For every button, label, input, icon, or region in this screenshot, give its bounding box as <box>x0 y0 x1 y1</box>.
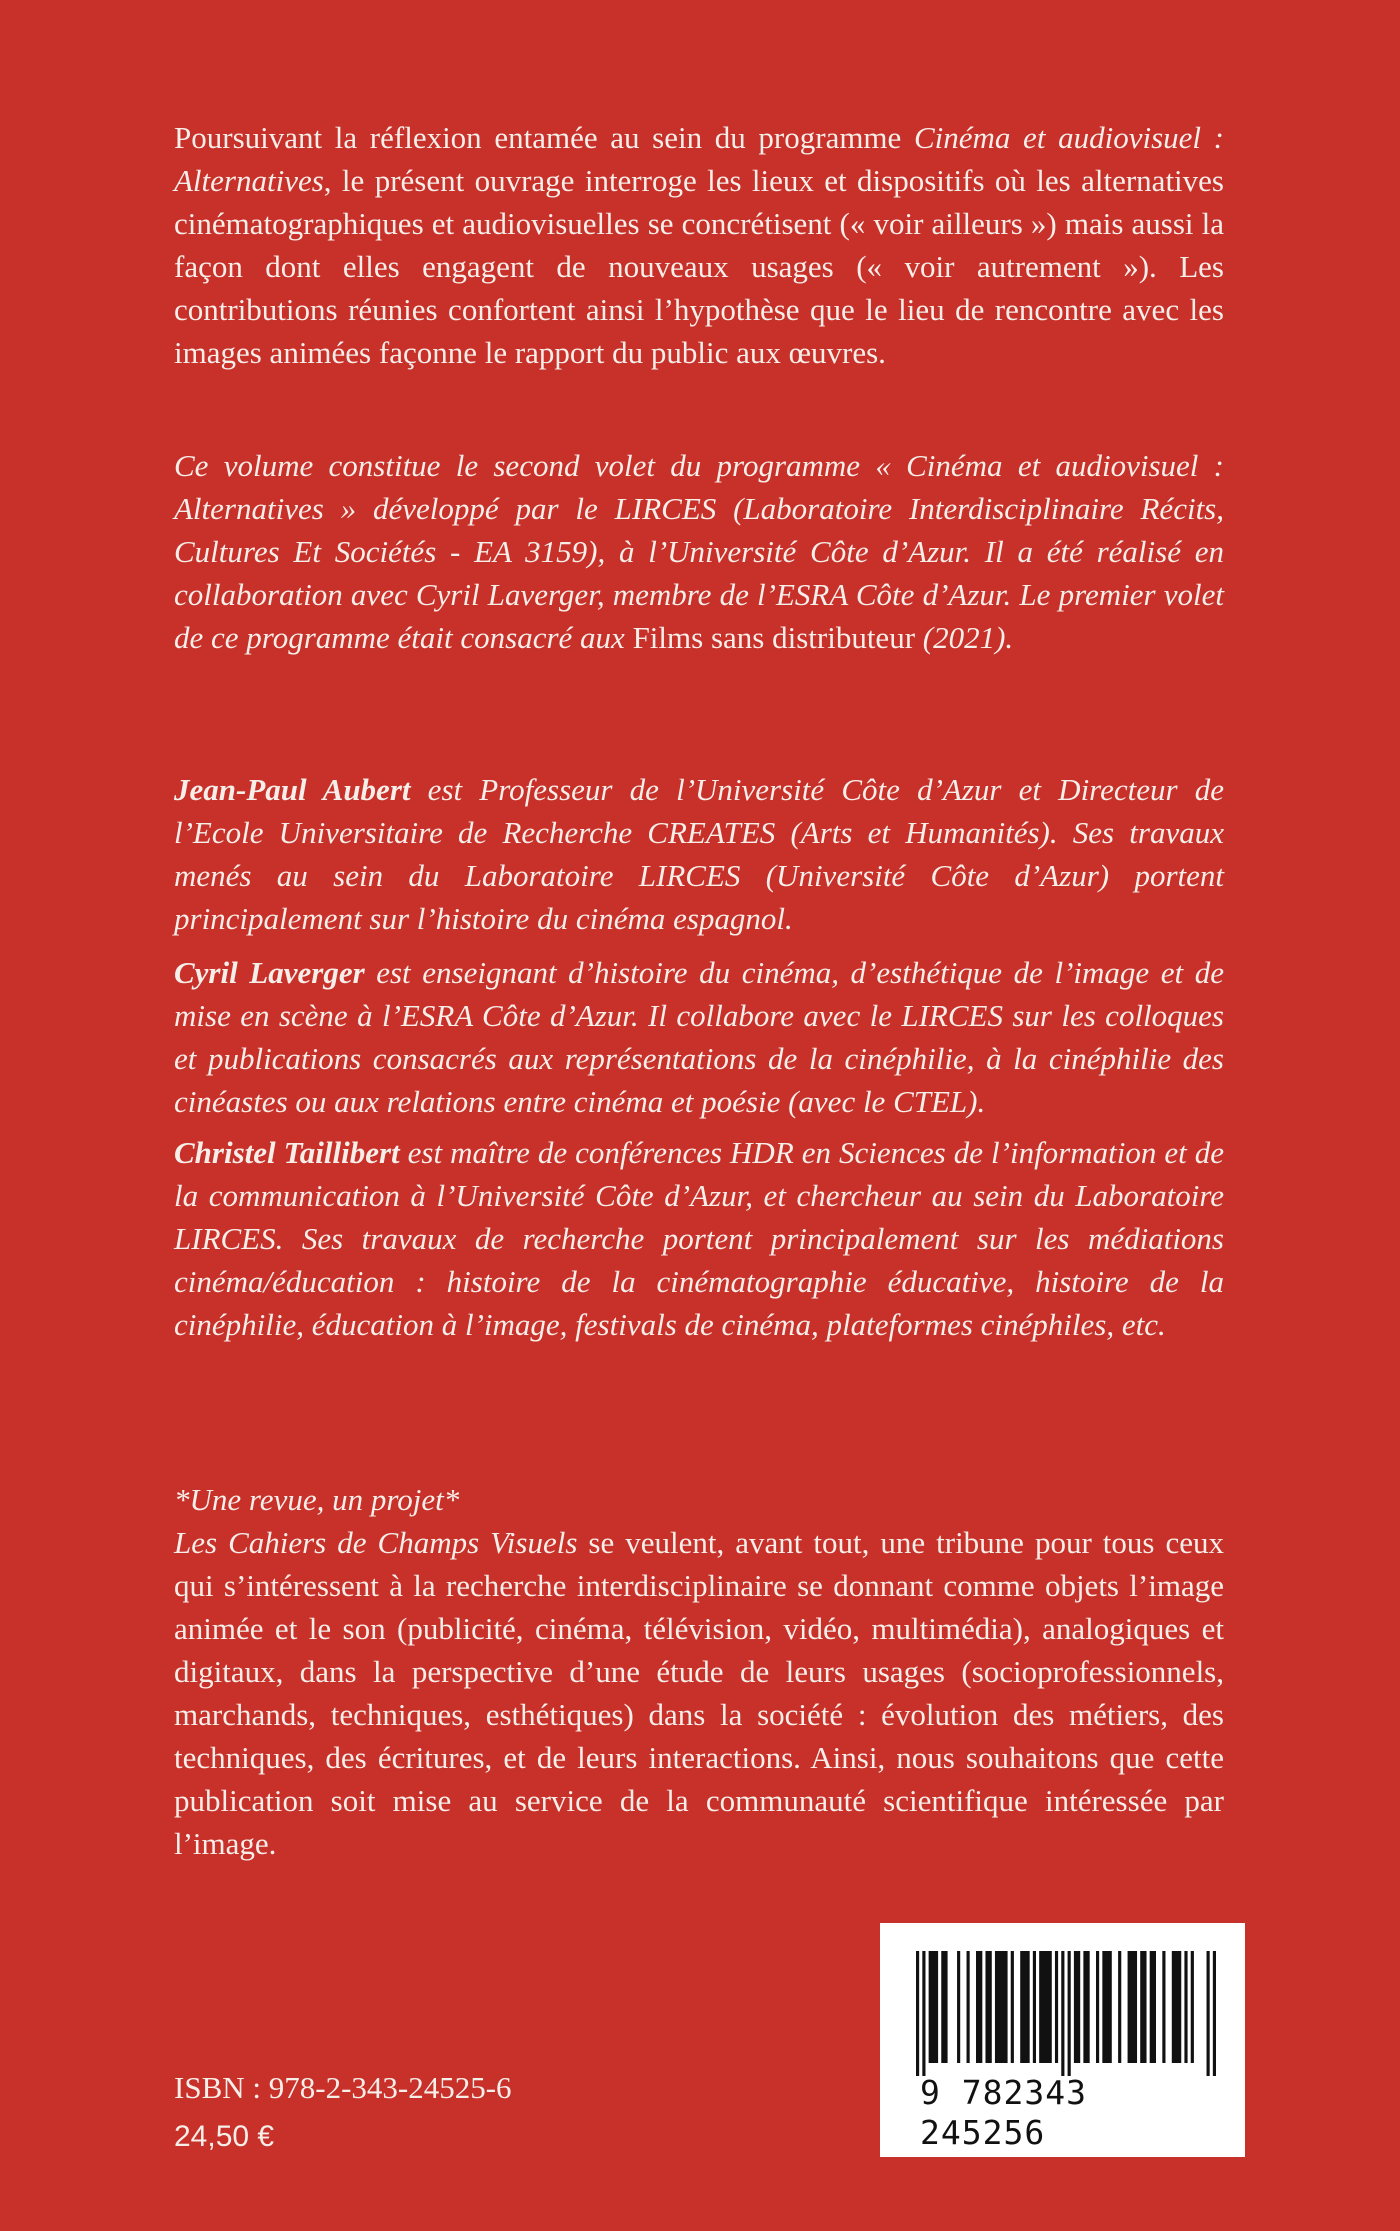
author-name: Cyril Laverger <box>174 955 365 990</box>
barcode-bar <box>1011 1951 1014 2063</box>
programme-title: Cinéma et audiovisuel : Alternatives <box>174 120 1224 198</box>
barcode-bar <box>1118 1951 1121 2063</box>
barcode-bar <box>1033 1951 1036 2063</box>
author-bio-text: est enseignant d’histoire du cinéma, d’esthétique de l’image et de mise en scène à l’ESRA Côte d’Azur. Il collabore avec le LIRCES sur les colloques et publications consacrés aux représentations de la cinéphilie, à la cinéphilie des cinéastes ou aux relations entre cinéma et poésie (avec le CTEL). <box>174 955 1224 1119</box>
barcode-bar <box>1150 1951 1156 2063</box>
revue-text: se veulent, avant tout, une tribune pour tous ceux qui s’intéressent à la recherche interdisciplinaire se donnant comme objets l’image animée et le son (publicité, cinéma, télévision, vidéo, multimédia), analogiques et digitaux, dans la perspective d’une étude de leurs usages (socioprofessionnels, marchands, techniques, esthétiques) dans la société : évolution des métiers, des techniques, des écritures, et de leurs interactions. Ainsi, nous souhaitons que cette publication soit mise au service de la communauté scientifique intéressée par l’image. <box>174 1525 1224 1861</box>
barcode-bar <box>995 1951 1008 2063</box>
author-bio-text: est Professeur de l’Université Côte d’Azur et Directeur de l’Ecole Universitaire de Recherche CREATES (Arts et Humanités). Ses travaux menés au sein du Laboratoire LIRCES (Université Côte d’Azur) portent principalement sur l’histoire du cinéma espagnol. <box>174 772 1224 936</box>
barcode-bar <box>1213 1951 1216 2076</box>
barcode-bar <box>1162 1951 1165 2063</box>
barcode-bar <box>985 1951 991 2063</box>
barcode-bar <box>1083 1951 1089 2063</box>
revue-paragraph <box>174 1521 1224 1865</box>
barcode-bar <box>1191 1951 1194 2063</box>
isbn: ISBN : 978-2-343-24525-6 <box>174 2070 512 2105</box>
barcode-bar <box>1096 1951 1099 2063</box>
volume-text-2: (2021). <box>915 620 1014 655</box>
barcode-bar <box>941 1951 947 2063</box>
barcode-bar <box>1172 1951 1181 2063</box>
barcode-bar <box>1140 1951 1146 2063</box>
barcode-bars <box>916 1951 1216 2076</box>
barcode-bar <box>1061 1951 1064 2076</box>
intro-text-2: , le présent ouvrage interroge les lieux et dispositifs où les alternatives cinématographiques et audiovisuelles se concrétisent (« voir ailleurs ») mais aussi la façon dont elles engagent de nouveaux usages (« voir autrement »). Les contributions réunies confortent ainsi l’hypothèse que le lieu de rencontre avec les images animées façonne le rapport du public aux œuvres. <box>174 163 1224 370</box>
barcode-bar <box>1102 1951 1111 2063</box>
barcode <box>880 1923 1245 2157</box>
intro-text-1: Poursuivant la réflexion entamée au sein du programme <box>174 120 914 155</box>
author-bio-text: est maître de conférences HDR en Sciences de l’information et de la communication à l’Université Côte d’Azur, et chercheur au sein du Laboratoire LIRCES. Ses travaux de recherche portent principalement sur les médiations cinéma/éducation : histoire de la cinématographie éducative, histoire de la cinéphilie, éducation à l’image, festivals de cinéma, plateformes cinéphiles, etc. <box>174 1135 1225 1342</box>
barcode-bar <box>916 1951 919 2076</box>
barcode-bar <box>957 1951 960 2063</box>
barcode-bar <box>922 1951 925 2076</box>
intro-paragraph <box>174 116 1224 374</box>
barcode-digits: 9 782343 245256 <box>920 2073 1087 2152</box>
volume-text-1: Ce volume constitue le second volet du programme « Cinéma et audiovisuel : Alternatives » développé par le LIRCES (Laboratoire Interdisciplinaire Récits, Cultures Et Sociétés - EA 3159), à l’Université Côte d’Azur. Il a été réalisé en collaboration avec Cyril Laverger, membre de l’ESRA Côte d’Azur. Le premier volet de ce programme était consacré aux <box>174 448 1224 655</box>
author-bio <box>174 1131 1224 1346</box>
barcode-bar <box>1020 1951 1029 2063</box>
author-bio <box>174 768 1224 940</box>
author-bio <box>174 951 1224 1123</box>
barcode-bar <box>1207 1951 1210 2076</box>
series-title: Les Cahiers de Champs Visuels <box>174 1525 578 1560</box>
price: 24,50 € <box>174 2120 275 2153</box>
barcode-bar <box>1068 1951 1071 2076</box>
volume-paragraph <box>174 444 1224 659</box>
barcode-bar <box>929 1951 938 2063</box>
barcode-bar <box>1184 1951 1187 2063</box>
barcode-bar <box>1128 1951 1137 2063</box>
barcode-bar <box>1039 1951 1052 2063</box>
barcode-bar <box>1074 1951 1080 2063</box>
films-sans-distributeur-title: Films sans distributeur <box>632 620 916 655</box>
barcode-bar <box>1055 1951 1058 2063</box>
barcode-bar <box>976 1951 982 2063</box>
author-name: Christel Taillibert <box>174 1135 400 1170</box>
author-name: Jean-Paul Aubert <box>174 772 411 807</box>
barcode-bar <box>967 1951 970 2063</box>
revue-heading: *Une revue, un projet* <box>174 1482 460 1517</box>
